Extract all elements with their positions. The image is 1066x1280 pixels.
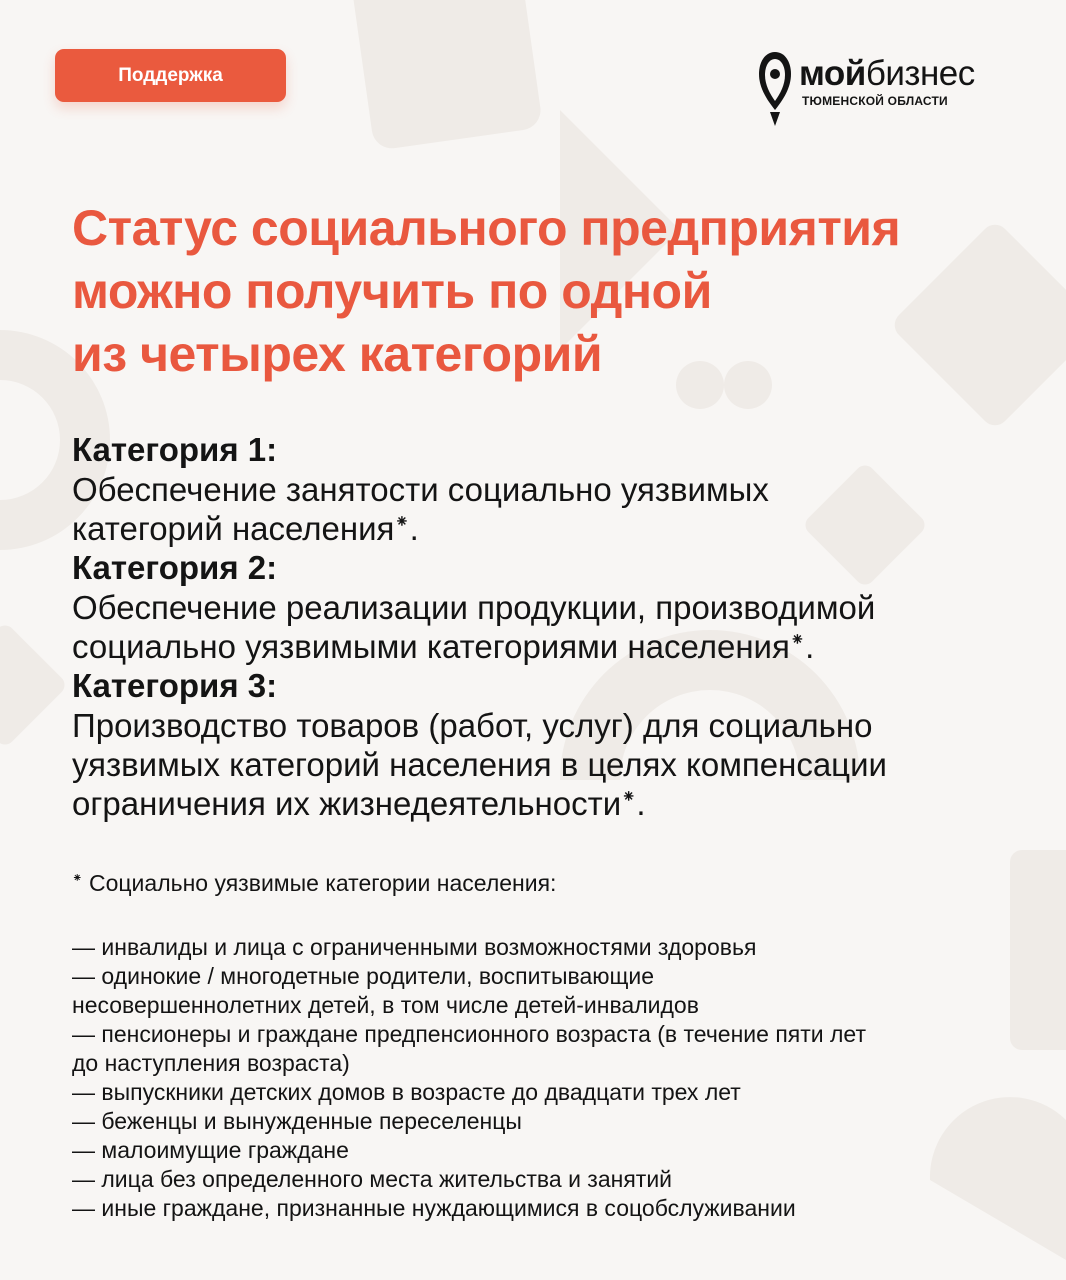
- category-title: Категория 1:: [72, 431, 278, 468]
- list-item: — одинокие / многодетные родители, воспитывающие: [72, 963, 655, 989]
- categories-section: [72, 430, 1032, 823]
- footnote-mark: ⁕: [394, 511, 410, 532]
- category-title: Категория 2:: [72, 549, 278, 586]
- list-item: — выпускники детских домов в возрасте до двадцати трех лет: [72, 1079, 741, 1105]
- list-item: — малоимущие граждане: [72, 1137, 349, 1163]
- category-text: социально уязвимыми категориями населения⁕.: [72, 628, 815, 665]
- category-3: [72, 666, 1032, 823]
- list-item: — инвалиды и лица с ограниченными возможностями здоровья: [72, 934, 757, 960]
- footnote-mark: ⁕: [72, 871, 83, 886]
- category-text: ограничения их жизнедеятельности⁕.: [72, 785, 646, 822]
- brand-subtitle: ТЮМЕНСКОЙ ОБЛАСТИ: [802, 94, 948, 108]
- brand-wordmark: мойбизнес: [799, 54, 975, 93]
- footnote-title: ⁕ Социально уязвимые категории населения:: [72, 870, 557, 896]
- title-line: Статус социального предприятия: [72, 200, 901, 256]
- category-text: уязвимых категорий населения в целях компенсации: [72, 746, 887, 783]
- category-1: [72, 430, 1032, 548]
- list-item: — беженцы и вынужденные переселенцы: [72, 1108, 522, 1134]
- category-text: Обеспечение реализации продукции, производимой: [72, 589, 876, 626]
- support-badge[interactable]: Поддержка: [55, 49, 286, 102]
- category-text: Обеспечение занятости социально уязвимых: [72, 471, 769, 508]
- category-title: Категория 3:: [72, 667, 278, 704]
- category-text: категорий населения⁕.: [72, 510, 419, 547]
- brand-logo: [757, 50, 1007, 130]
- list-item: несовершеннолетних детей, в том числе детей-инвалидов: [72, 992, 699, 1018]
- list-item: — иные граждане, признанные нуждающимися в соцобслуживании: [72, 1195, 796, 1221]
- page-title: [72, 197, 1012, 386]
- category-2: [72, 548, 1032, 666]
- list-item: — лица без определенного места жительства и занятий: [72, 1166, 673, 1192]
- footnote-mark: ⁕: [789, 629, 806, 650]
- footnote-mark: ⁕: [621, 786, 637, 807]
- footnote-list: [72, 933, 1032, 1223]
- footnote-section: [72, 867, 1032, 1223]
- rocket-pin-icon: [757, 50, 793, 128]
- list-item: до наступления возраста): [72, 1050, 350, 1076]
- category-text: Производство товаров (работ, услуг) для социально: [72, 707, 873, 744]
- list-item: — пенсионеры и граждане предпенсионного возраста (в течение пяти лет: [72, 1021, 866, 1047]
- title-line: из четырех категорий: [72, 326, 603, 382]
- title-line: можно получить по одной: [72, 263, 712, 319]
